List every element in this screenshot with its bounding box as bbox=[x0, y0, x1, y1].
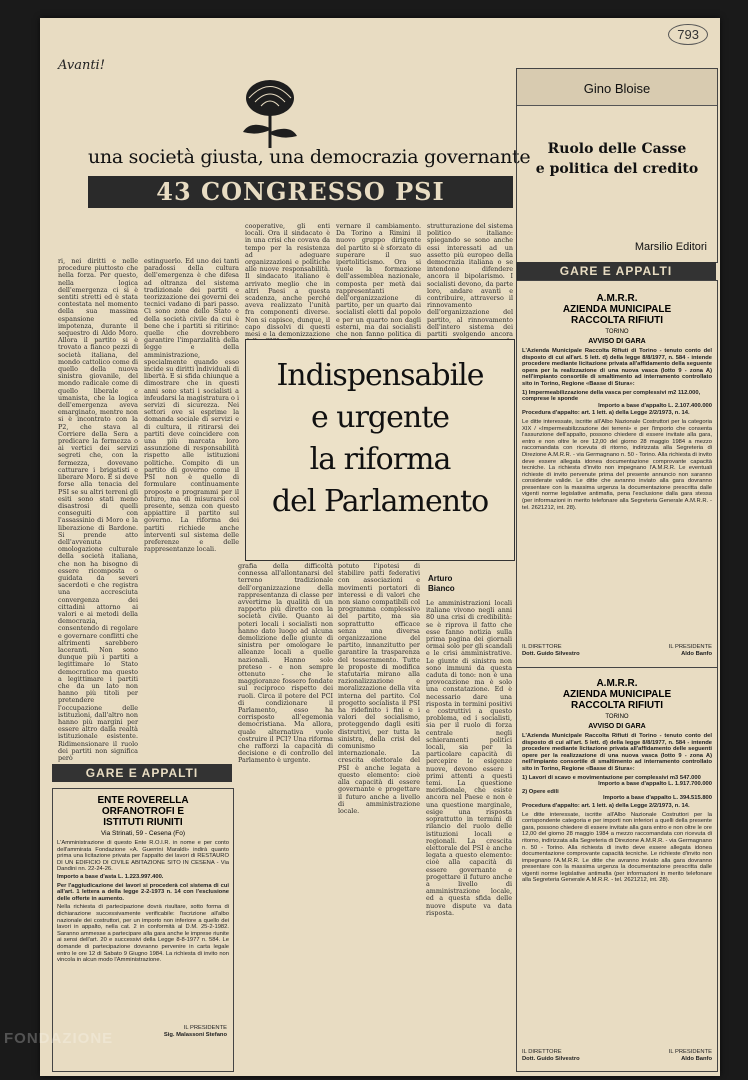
amrr2-avviso: AVVISO DI GARA bbox=[588, 723, 646, 730]
amrr1-avviso: AVVISO DI GARA bbox=[588, 338, 646, 345]
amrr1-sig-left-role: IL DIRETTORE bbox=[522, 644, 562, 651]
amrr1-intro: L'Azienda Municipale Raccolta Rifiuti di Torino - tenuto conto del disposto di cui all'art. 5 lett. d) della legge 8/8/1977, n. 584 - intende procedere mediante licitazione privata all'affidamento della seguente opera per la realizzazione di una nuova vasca (lotto 9 - zona A) nell'impianto consortile di smaltimento ad interramento controllato sito in Torino, Regione «Basse di Stura»: bbox=[522, 348, 712, 387]
amrr1-name: A.M.R.R. bbox=[596, 293, 638, 304]
amrr2-title-1: AZIENDA MUNICIPALE bbox=[562, 689, 672, 700]
ente-importo: Importo a base d'asta L. 1.223.997.400. bbox=[57, 873, 164, 880]
amrr2-name: A.M.R.R. bbox=[596, 678, 638, 689]
author-first: Arturo bbox=[428, 574, 453, 583]
amrr2-city: TORINO bbox=[605, 714, 629, 720]
congress-banner: 43 CONGRESSO PSI bbox=[88, 176, 513, 208]
amrr1-title-2: RACCOLTA RIFIUTI bbox=[570, 315, 664, 326]
amrr2-item-1-amount: Importo a base d'appalto L. 1.917.700.000 bbox=[598, 781, 712, 788]
book-title-1: Ruolo delle Casse bbox=[547, 141, 687, 157]
masthead: Avanti! bbox=[58, 58, 105, 73]
amrr1-body: Le ditte interessate, iscritte all'Albo Nazionale Costruttori per la categoria XIX / «Impermeabilizzazione dei terreni» e per l'importo che consenta l'assunzione dell'appalto, possono chiedere di essere invitate alla gara, entro e non oltre le ore 12,00 del giorno 28 maggio 1984 a mezzo raccomandata con ricevuta di ritorno, indirizzata alla Segreteria di Direzione A.M.R.R. - via Germagnano n. 50 - Torino. Alla richiesta di invito deve essere allegata idonea documentazione comprovante capacità tecniche. La richiesta d'invito non impegnano l'A.M.R.R. Le eventuali richieste di invito pervenute prima del presente annuncio non saranno considerate valide. Le ditte che avranno inviato alla gara dovranno presentare con la massima urgenza la documentazione prescritta dalle vigenti norme legislative antimafia, pena l'esclusione dalla gara stessa (per informazioni in merito telefonare alla Segreteria Generale A.M.R.R. - tel. 2621212, int. 28). bbox=[522, 418, 712, 511]
amrr2-sig-left-role: IL DIRETTORE bbox=[522, 1049, 562, 1056]
amrr-notice-1 bbox=[517, 281, 717, 667]
ente-title-3: ISTITUTI RIUNITI bbox=[103, 817, 183, 828]
article-col-3: cooperative, gli enti locali. Ora il sindacato è in una crisi che covava da tempo per la resistenza ad adeguare organizzazioni e politiche alle nuove responsabilità. Il sindacato italiano è arrivato meglio che in altri Paesi a questa scadenza, anche perché aveva realizzato l'unità fra componenti diverse. Non si capisce, dunque, il capo dissolvi di questi mesi e la demonizzazione bbox=[245, 222, 330, 339]
rose-logo-icon bbox=[225, 70, 315, 150]
amrr2-intro: L'Azienda Municipale Raccolta Rifiuti di Torino - tenuto conto del disposto di cui all'art. 5 lett. d) della legge 8/8/1977, n. 584 - intende procedere mediante licitazione privata all'affidamento delle seguenti opere per la realizzazione di una nuova vasca (lotto 9 - zona A) nell'impianto consortile di smaltimento ad interramento controllato sito in Torino, Regione «Basse di Stura»: bbox=[522, 733, 712, 772]
article-col-4: vernare il cambiamento. Da Torino a Rimini il nuovo gruppo dirigente del partito si è sforzato di superare il suo ipertoliticismo. Ora si vuole la formazione dell'assemblea nazionale, composta per metà dai rappresentanti dell'organizzazione di partito, per un quarto dai socialisti eletti dal popolo e per un quarto non dagli esterni, ma dai socialisti che non fanno politica di bbox=[336, 222, 421, 339]
watermark: FONDAZIONE bbox=[4, 1030, 114, 1047]
amrr1-city: TORINO bbox=[605, 329, 629, 335]
gare-appalti-header-right: GARE E APPALTI bbox=[516, 262, 716, 280]
amrr1-sig-left-name: Dott. Guido Silvestro bbox=[522, 651, 580, 658]
ente-title-2: ORFANOTROFI E bbox=[101, 806, 185, 817]
ente-body-2: Nella richiesta di partecipazione dovrà risultare, sotto forma di dichiarazione successivamente verificabile: l'iscrizione all'albo nazionale dei costruttori, per un importo non inferiore a quello dei lavori in appalto, nella cat. 2 in conformità al D.M. 25-2-1982. Saranno ammesse a partecipare alla gara anche le imprese riunite ai sensi dell'art. 20 e successivi della Legge 8-8-1977 n. 584. Le domande di partecipazione dovranno pervenire in carta legale entro le ore 12 di Sabato 9 Giugno 1984. La richiesta di invito non vincola in alcun modo l'Amministrazione. bbox=[57, 904, 229, 964]
ente-signature-role: IL PRESIDENTE bbox=[183, 1025, 227, 1032]
amrr2-body: Le ditte interessate, iscritte all'Albo Nazionale Costruttori per la corrispondente categoria e per importi non inferiori a quelli della presente gara, possono chiedere di essere invitate alla gara entro e non oltre le ore 12,00 del giorno 28 maggio 1984 a mezzo raccomandata con ricevuta di ritorno, indirizzata alla Segreteria di Direzione A.M.R.R. - via Germagnano n. 50 - Torino. Alla richiesta di invito deve essere allegata idonea documentazione comprovante capacità tecniche. Le richieste d'invito non impegnano l'A.M.R.R. Le ditte che avranno inviato alla gara dovranno presentare con la massima urgenza la documentazione prescritta dalle vigenti norme legislative antimafia (per informazioni in merito telefonare alla Segreteria Generale A.M.R.R. - tel. 2621212, int. 28). bbox=[522, 811, 712, 884]
book-ad bbox=[516, 68, 718, 263]
headline-box bbox=[245, 339, 515, 561]
author-last: Bianco bbox=[428, 584, 455, 593]
gare-appalti-header-left: GARE E APPALTI bbox=[52, 764, 232, 782]
amrr2-sig-right-name: Aldo Banfo bbox=[681, 1056, 712, 1063]
amrr2-title-2: RACCOLTA RIFIUTI bbox=[570, 700, 664, 711]
ente-body: L'Amministrazione di questo Ente R.O.I.R. in nome e per conto dell'ammirata Fondazione «A. Guerrini Maraldi» indirà quanto prima una licitazione privata per l'appalto dei lavori di RESTAURO DI UN EDIFICIO DI CIVILE ABITAZIONE SITO IN CESENA - Via Dandini nn. 22-24-26. bbox=[57, 840, 229, 873]
amrr1-sig-right-role: IL PRESIDENTE bbox=[668, 644, 712, 651]
book-author: Gino Bloise bbox=[583, 81, 651, 96]
ente-title-1: ENTE ROVERELLA bbox=[97, 795, 189, 806]
headline-line-2: e urgente bbox=[310, 400, 450, 435]
article-col-7: potuto l'ipotesi di stabilire patti federativi con associazioni e movimenti portatori di interessi e di valori che non siano compatibili col programma complessivo del partito, ma sia soprattutto efficace senza una diversa organizzazione del partito, innanzitutto per garantire la trasparenza del tesseramento. Tutte le proposte di modifica statutaria mirano alla razionalizzazione e moralizzazione della vita interna del partito. Col progetto socialista il PSI ha ridefinito i fini e i valori del socialismo, proteggendo dagli esiti distruttivi, per tutta la sinistra, della crisi del comunismo internazionale. La crescita elettorale del PSI è anche legata a questo elemento: cioè alla capacità di essere governante e progettare il futuro anche a livello di amministrazione locale. bbox=[338, 562, 420, 815]
amrr-notice-2 bbox=[517, 667, 717, 1072]
article-col-8: Le amministrazioni locali italiane vivono negli anni 80 una crisi di credibilità: se è riprova il fatto che esse fanno notizia sulla prima pagina dei giornali ormai solo per gli scandali e le crisi amministrative. Le giunte di sinistra non sono immuni da questa caduta di tono: non è una provocazione ma è solo una constatazione. Ed è necessario dare una risposta in termini positivi e costruttivi a questo problema, ed i socialisti, sia per il ruolo di forza centrale negli schieramenti politici locali, sia per la particolare capacità di percepire le esigenze nuove, devono essere i primi attenti a questi temi. La questione meridionale, che esiste ancora nel Paese e non è una questione marginale, esige una risposta soprattutto in termini di rilancio del ruolo delle istituzioni locali e regionali. La crescita elettorale del PSI è anche legata a questo elemento: cioè alla capacità di essere governante e progettare il futuro anche a livello di amministrazione locale, ed a questa sfida delle nuove dispute va data risposta. bbox=[426, 599, 512, 917]
amrr1-title-1: AZIENDA MUNICIPALE bbox=[562, 304, 672, 315]
amrr2-item-2: 2) Opere edili bbox=[522, 788, 559, 795]
amrr1-item-1: 1) Impermeabilizzazione della vasca per complessivi m2 112.000, comprese le sponde bbox=[522, 389, 701, 403]
amrr2-item-2-amount: Importo a base d'appalto L. 394.515.800 bbox=[603, 795, 712, 802]
book-title-2: e politica del credito bbox=[535, 161, 699, 177]
headline-line-4: del Parlamento bbox=[271, 484, 489, 519]
amrr2-procedura: Procedura d'appalto: art. 1 lett. a) della Legge 2/2/1973, n. 14. bbox=[522, 802, 690, 809]
amrr-notices bbox=[516, 280, 718, 1072]
article-col-5: strutturazione del sistema politico italiano: spiegando se sono anche essi interessati ad un assetto più europeo della democrazia italiana o se intendono difendere ancora il bipolarismo. I socialisti devono, da parte loro, andare avanti e contribuire, attraverso il rinnovamento dell'organizzazione del partito, al rinnovamento dell'intero sistema dei partiti svolgendo ancora bbox=[427, 222, 513, 339]
book-publisher: Marsilio Editori bbox=[634, 241, 707, 253]
ente-procedura: Per l'aggiudicazione dei lavori si procederà col sistema di cui all'art. 1 lettera a della legge 2-2-1973 n. 14 con l'esclusione delle offerte in aumento. bbox=[57, 882, 229, 902]
amrr1-procedura: Procedura d'appalto: art. 1 lett. a) della Legge 2/2/1973, n. 14. bbox=[522, 410, 690, 417]
headline-line-1: Indispensabile bbox=[276, 358, 484, 393]
amrr1-item-1-amount: Importo a base d'appalto L. 2.107.400.000 bbox=[598, 402, 712, 409]
article-col-1: ri, nei diritti e nelle procedure piuttosto che nella forza. Per questo, nella logica dell'emergenza ci si è sentiti stretti ed è stata contestata nel momento della sua massima espansione ed impotenza, durante il sequestro di Aldo Moro. Allora il partito si è trovato a fianco pezzi di società italiana, del mondo cattolico come di quello della nuova sinistra giovanile, del mondo radicale come di quello liberale e umanista, che la logica dell'emergenza aveva emarginato, mentre non si è incontrato con la P2, che stava al Corriere della Sera a predicare la fermezza o ai vertici dei servizi segreti che, con la fermezza, dovevano catturare i brigatisti e liberare Moro. E si deve forse alla tenacia del PSI se su altri terreni gli esiti sono stati meno disastrosi di quelli conseguiti con l'assassinio di Moro e la liberazione di Bardone. Si prende atto dell'avvenuta omologazione culturale della società italiana, che non ha bisogno di essere ricomposta o guidata da severi sacerdoti e che registra una accresciuta convergenza dei cittadini attorno ai valori e ai metodi della democrazia, consentendo di regolare e governare conflitti che altrimenti sarebbero laceranti. Non sono dunque più i partiti a legittimare lo Stato democratico ma questo a legittimare i partiti che da un lato non hanno più titoli per pretendere l'occupazione delle istituzioni, dall'altro non hanno più margini per essere altro dalla realtà istituzionale esistente. Ridimensionare il ruolo dei partiti non significa però bbox=[58, 257, 138, 763]
amrr2-sig-left-name: Dott. Guido Silvestro bbox=[522, 1056, 580, 1063]
tagline: una società giusta, una democrazia governante bbox=[88, 146, 531, 168]
page-number: 793 bbox=[668, 24, 708, 45]
amrr2-item-1: 1) Lavori di scavo e movimentazione per complessivi m3 547.000 bbox=[522, 774, 701, 781]
amrr1-sig-right-name: Aldo Banfo bbox=[681, 651, 712, 658]
newspaper-page bbox=[40, 18, 720, 1076]
headline-line-3: la riforma bbox=[309, 442, 451, 477]
amrr2-sig-right-role: IL PRESIDENTE bbox=[668, 1049, 712, 1056]
ente-address: Via Strinati, 59 - Cesena (Fo) bbox=[100, 830, 186, 837]
article-col-6: grafia della difficoltà connessa all'allontanarsi del terreno tradizionale dell'organizzazione della rappresentanza di classe per avvertirne la qualità di un rapporto più diretto con la società civile. Quanto ai poteri locali i socialisti non hanno dato luogo ad alcuna demolizione delle giunte di sinistra per omologare le alleanze locali a quelle nazionali. Hanno solo preteso - e non sempre ottenuto - che le maggioranze fossero fondate sul reciproco rispetto dei ruoli. Circa il potere del PCI di condizionare il Parlamento, esso ha corrisposto all'egemonia democristiana. Ma allora, quale alternativa vuole costruire il PCI? Una riforma che rafforzi la capacità di decisione e di controllo del Parlamento è urgente. bbox=[238, 562, 333, 765]
article-col-2: estinguerlo. Ed uno dei tanti paradossi della cultura dell'emergenza è che difesa ad oltranza del sistema tradizionale dei partiti e teorizzazione dei governi dei tecnici vadano di pari passo. Ci sono zone dello Stato e della società civile da cui è bene che i partiti si ritirino: quelle che dovrebbero garantire l'imparzialità della legge e della amministrazione, specialmente quando esso incide su diritti individuali di libertà. E si sfida chiunque a dimostrare che in questi anni sono stati i socialisti a infeudarsi la magistratura o i servizi di sicurezza. Nei settori ove si esprime la domanda sociale di servizi e di cultura, il ritirarsi dei partiti deve coincidere con una più marcata loro assunzione di responsabilità rispetto alle istituzioni politiche. Compito di un partito di governo come il PSI non è quello di formulare continuamente proposte e programmi per il futuro, ma di misurarsi col presente, senza con questo appiattire il partito sul governo. La riforma dei partiti richiede anche interventi sul sistema delle preferenze e delle rappresentanze locali. bbox=[144, 257, 239, 554]
ente-signature-name: Sig. Malassoni Stefano bbox=[163, 1031, 227, 1038]
